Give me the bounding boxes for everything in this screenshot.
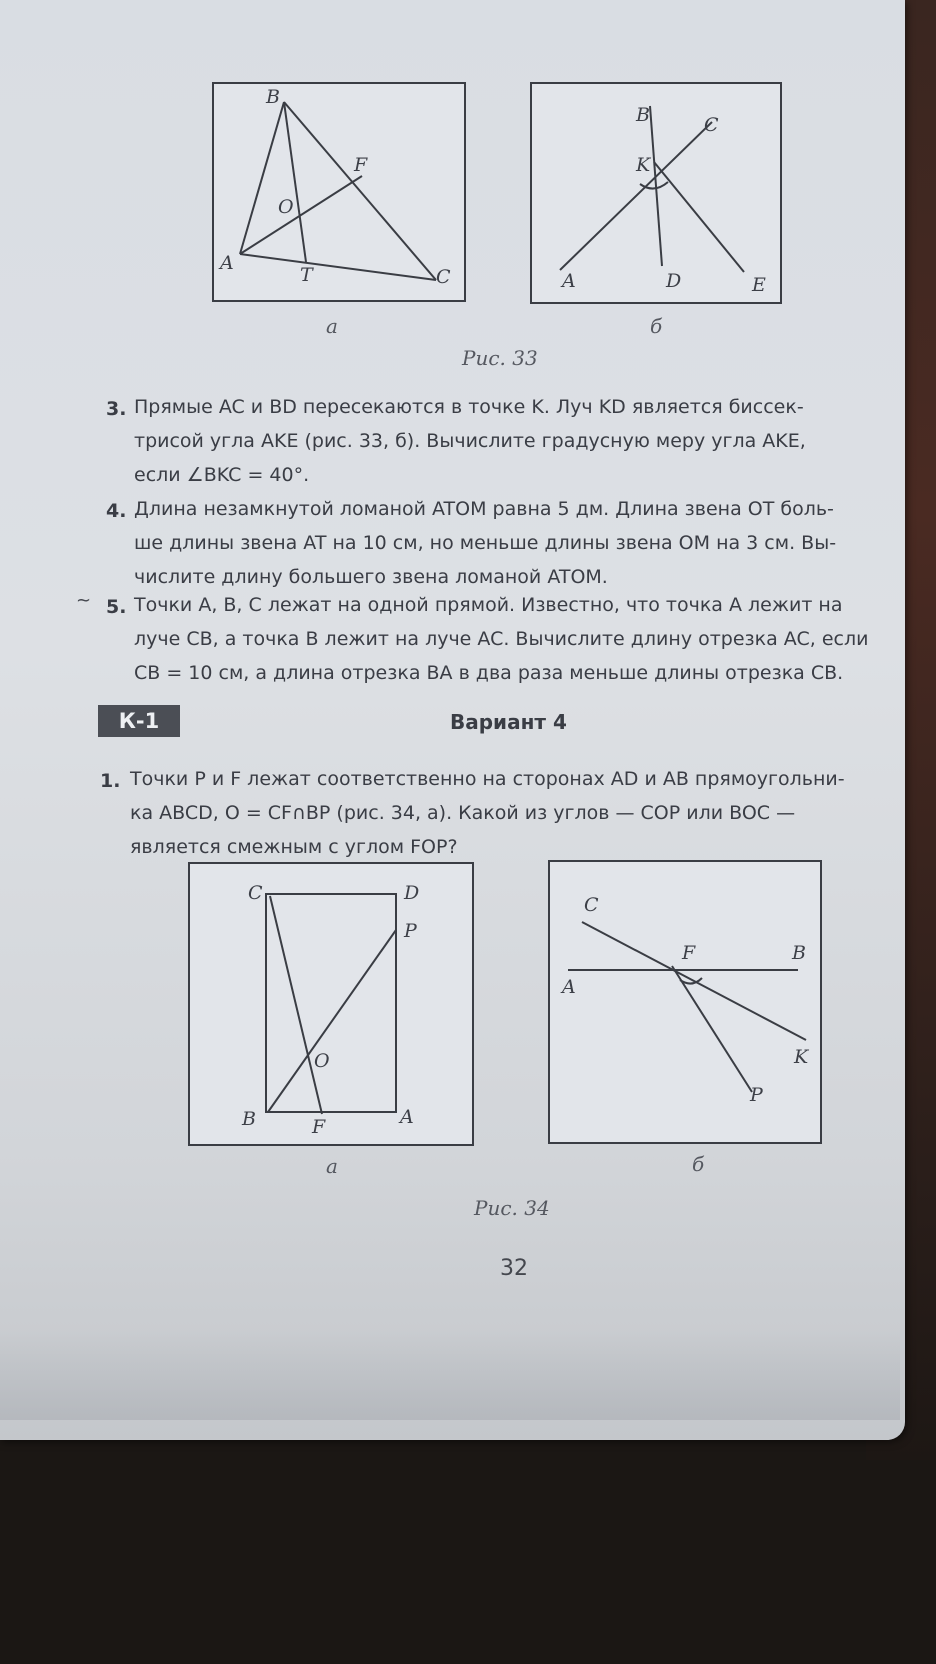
label-C: C xyxy=(248,882,263,904)
page-edge-shadow xyxy=(0,1330,900,1420)
figure-33-caption: Рис. 33 xyxy=(462,346,538,370)
label-B: B xyxy=(792,942,806,964)
label-D: D xyxy=(666,270,682,292)
label-K: K xyxy=(636,154,651,176)
label-F: F xyxy=(354,154,368,176)
figure-33b-sub: б xyxy=(650,314,663,338)
label-P: P xyxy=(750,1084,763,1106)
label-O: O xyxy=(278,196,294,218)
label-B: B xyxy=(636,104,650,126)
task-v4-1-line-1: Точки P и F лежат соответственно на сторонах AD и AB прямоугольни- xyxy=(130,768,845,790)
label-A: A xyxy=(562,976,576,998)
task-4-number: 4. xyxy=(106,500,127,522)
task-4-line-3: числите длину большего звена ломаной ATOM. xyxy=(134,566,608,588)
figure-34-caption: Рис. 34 xyxy=(474,1196,550,1220)
task-3-line-3: если ∠BKC = 40°. xyxy=(134,464,310,486)
task-3-text xyxy=(134,390,806,492)
label-F: F xyxy=(682,942,696,964)
task-5-line-3: CB = 10 см, а длина отрезка BA в два раза меньше длины отрезка CB. xyxy=(134,662,844,684)
label-B: B xyxy=(242,1108,256,1130)
task-5-line-1: Точки A, B, C лежат на одной прямой. Известно, что точка A лежит на xyxy=(134,594,843,616)
margin-mark: ~ xyxy=(76,590,92,611)
label-F: F xyxy=(312,1116,326,1138)
figure-33a-drawing xyxy=(214,84,464,300)
label-K: K xyxy=(794,1046,809,1068)
task-4-line-1: Длина незамкнутой ломаной ATOM равна 5 дм. Длина звена OT боль- xyxy=(134,498,834,520)
section-badge: К-1 xyxy=(98,705,180,737)
figure-34b-sub: б xyxy=(692,1152,705,1176)
task-5-number: 5. xyxy=(106,596,127,618)
figure-33a-sub: а xyxy=(326,314,338,338)
figure-34a-drawing xyxy=(190,864,472,1144)
figure-33a xyxy=(212,82,466,302)
label-D: D xyxy=(404,882,420,904)
figure-34a xyxy=(188,862,474,1146)
label-A: A xyxy=(220,252,234,274)
figure-33b xyxy=(530,82,782,304)
task-5-line-2: луче CB, а точка B лежит на луче AC. Вычислите длину отрезка AC, если xyxy=(134,628,869,650)
label-T: T xyxy=(300,264,313,286)
label-B: B xyxy=(266,86,280,108)
label-A: A xyxy=(562,270,576,292)
label-E: E xyxy=(752,274,766,296)
page-number: 32 xyxy=(500,1256,528,1281)
task-4-line-2: ше длины звена AT на 10 см, но меньше длины звена OM на 3 см. Вы- xyxy=(134,532,837,554)
label-O: O xyxy=(314,1050,330,1072)
label-C: C xyxy=(704,114,719,136)
task-v4-1-line-3: является смежным с углом FOP? xyxy=(130,836,458,858)
figure-34a-sub: а xyxy=(326,1154,338,1178)
task-3-line-2: трисой угла AKE (рис. 33, б). Вычислите градусную меру угла AKE, xyxy=(134,430,806,452)
task-v4-1-line-2: ка ABCD, O = CF∩BP (рис. 34, а). Какой из углов — COP или BOC — xyxy=(130,802,796,824)
label-C: C xyxy=(436,266,451,288)
label-P: P xyxy=(404,920,417,942)
task-3-line-1: Прямые AC и BD пересекаются в точке K. Луч KD является биссек- xyxy=(134,396,804,418)
task-v4-1-text xyxy=(130,762,845,864)
label-A: A xyxy=(400,1106,414,1128)
task-4-text xyxy=(134,492,836,594)
variant-title: Вариант 4 xyxy=(450,710,567,734)
figure-34b xyxy=(548,860,822,1144)
task-v4-1-number: 1. xyxy=(100,770,121,792)
task-3-number: 3. xyxy=(106,398,127,420)
task-5-text xyxy=(134,588,868,690)
label-C: C xyxy=(584,894,599,916)
